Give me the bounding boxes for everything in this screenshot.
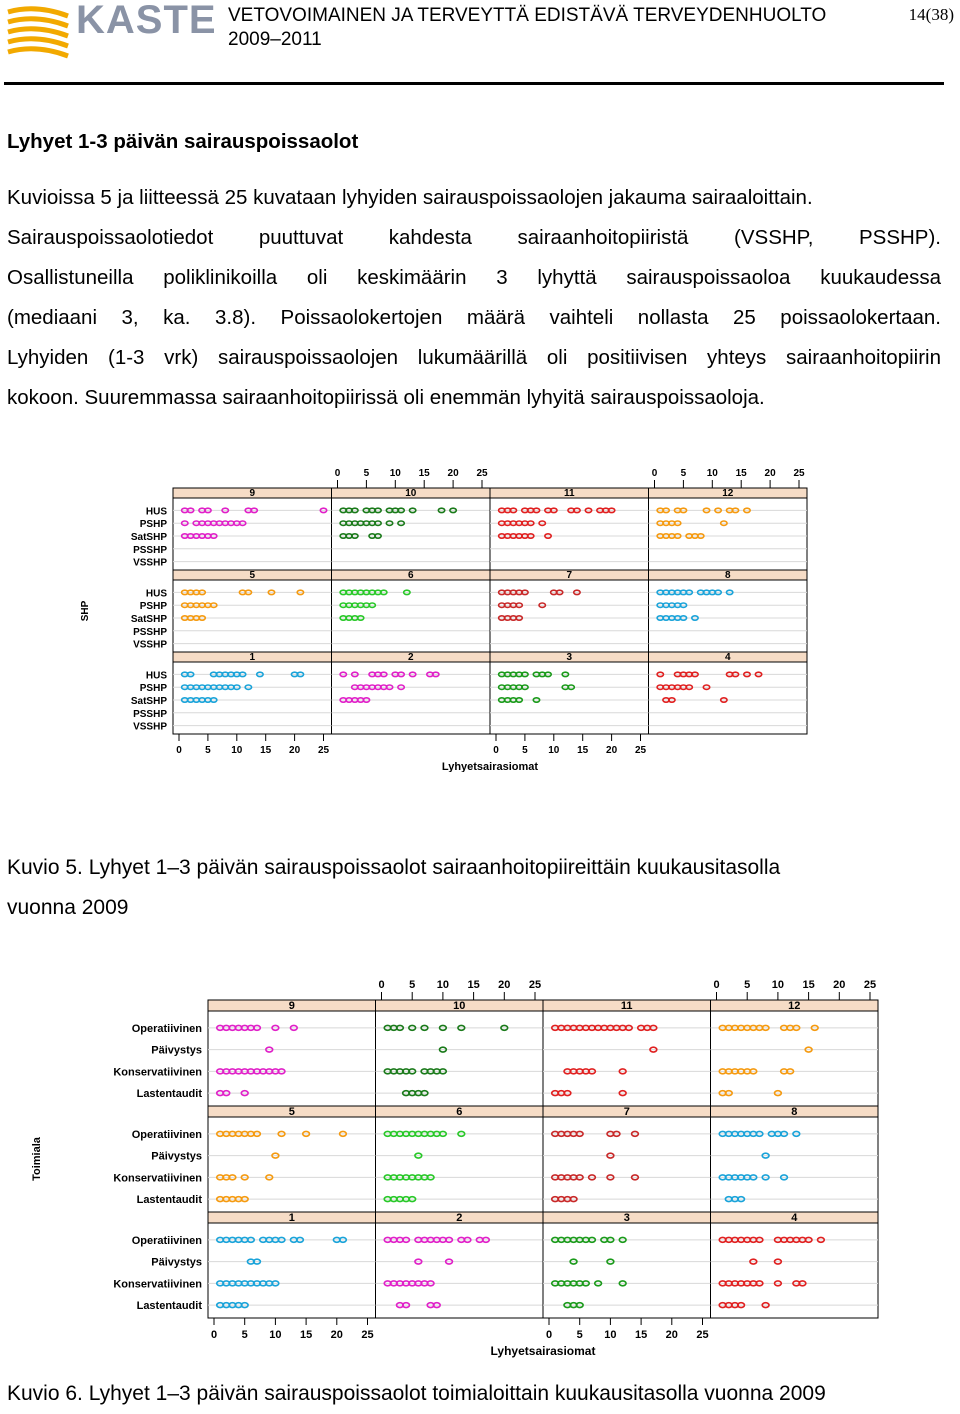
panel-frame (332, 652, 491, 734)
category-label: PSSHP (133, 544, 167, 556)
category-label: VSSHP (133, 557, 167, 569)
panel-month-label: 9 (249, 488, 256, 499)
tick-label: 10 (604, 1329, 617, 1341)
tick-label: 20 (606, 745, 618, 756)
page-header (0, 0, 960, 88)
tick-label: 25 (361, 1329, 374, 1341)
panel-month-label: 8 (791, 1106, 798, 1118)
tick-label: 15 (735, 468, 747, 479)
paragraph-line: kokoon. Suuremmassa sairaanhoitopiirissä oli enemmän lyhyitä sairauspoissaoloja. (7, 386, 765, 409)
body-paragraph (7, 178, 941, 418)
tick-label: 10 (706, 468, 718, 479)
category-label: HUS (145, 670, 167, 682)
category-label: VSSHP (133, 639, 167, 651)
tick-label: 20 (289, 745, 301, 756)
page-number: 14(38) (908, 5, 954, 24)
header-title-line2: 2009–2011 (228, 29, 322, 50)
panel-frame (332, 570, 491, 652)
category-label: Operatiivinen (131, 1022, 202, 1035)
panel-month-label: 6 (456, 1106, 463, 1118)
category-label: VSSHP (133, 721, 167, 733)
tick-label: 10 (269, 1329, 282, 1341)
figure-5-chart (0, 462, 960, 772)
tick-label: 15 (467, 979, 480, 991)
panel-month-label: 7 (566, 570, 573, 581)
panel-frame (173, 570, 332, 652)
panel-month-label: 1 (288, 1212, 295, 1224)
panel-frame (208, 1000, 376, 1106)
tick-label: 25 (634, 745, 647, 756)
panel-month-label: 6 (407, 570, 414, 581)
x-axis-title: Lyhyetsairasiomat (441, 761, 539, 772)
panel-month-label: 10 (453, 1000, 466, 1012)
category-label: HUS (145, 506, 167, 518)
tick-label: 20 (447, 468, 459, 479)
category-label: Lastentaudit (136, 1088, 202, 1101)
tick-label: 5 (363, 468, 370, 479)
tick-label: 5 (522, 745, 528, 756)
category-label: Konservatiivinen (113, 1172, 202, 1185)
panel-frame (649, 488, 808, 570)
category-label: Päivystys (151, 1256, 202, 1269)
panel-month-label: 11 (620, 1000, 633, 1012)
tick-label: 25 (528, 979, 542, 991)
category-label: Lastentaudit (136, 1300, 202, 1313)
category-label: Operatiivinen (131, 1234, 202, 1247)
panel-month-label: 8 (724, 570, 731, 581)
tick-label: 20 (330, 1329, 343, 1341)
paragraph-line: Lyhyiden (1-3 vrk) sairauspoissaolojen lukumäärillä oli positiivisen yhteys sairaanhoitopiirin (7, 346, 941, 369)
tick-label: 15 (299, 1329, 313, 1341)
tick-label: 5 (409, 979, 416, 991)
panel-frame (649, 570, 808, 652)
tick-label: 25 (476, 468, 488, 479)
tick-label: 20 (764, 468, 776, 479)
category-label: PSSHP (133, 708, 167, 720)
tick-label: 10 (548, 745, 560, 756)
caption-line: Kuvio 5. Lyhyet 1–3 päivän sairauspoissaolot sairaanhoitopiireittäin kuukausitasolla (7, 856, 781, 879)
panel-month-label: 11 (563, 488, 575, 499)
panel-month-label: 5 (288, 1106, 295, 1118)
x-axis-title: Lyhyetsairasiomat (490, 1344, 596, 1358)
tick-label: 25 (696, 1329, 709, 1341)
tick-label: 0 (176, 745, 182, 756)
category-label: SatSHP (130, 696, 167, 707)
tick-label: 15 (260, 745, 272, 756)
caption-line: vuonna 2009 (7, 896, 129, 919)
paragraph-line: Sairauspoissaolotiedot puuttuvat kahdesta sairaanhoitopiiristä (VSSHP, PSSHP). (7, 226, 941, 249)
panel-month-label: 3 (566, 652, 573, 663)
tick-label: 20 (498, 979, 511, 991)
panel-month-label: 4 (791, 1212, 798, 1224)
header-title (228, 4, 826, 52)
panel-month-label: 10 (405, 488, 417, 499)
category-label: PSHP (139, 519, 167, 531)
panel-frame (490, 570, 649, 652)
tick-label: 20 (833, 979, 846, 991)
tick-label: 25 (863, 979, 877, 991)
tick-label: 0 (493, 745, 499, 756)
paragraph-line: Osallistuneilla poliklinikoilla oli keskimäärin 3 lyhyttä sairauspoissaoloa kuukaudessa (7, 266, 941, 289)
tick-label: 0 (334, 468, 341, 479)
category-label: HUS (145, 588, 167, 600)
panel-month-label: 5 (249, 570, 256, 581)
tick-label: 25 (793, 468, 805, 479)
header-divider (4, 82, 944, 85)
panel-frame (173, 652, 332, 734)
panel-month-label: 4 (724, 652, 731, 663)
category-label: Lastentaudit (136, 1194, 202, 1207)
tick-label: 5 (680, 468, 687, 479)
category-label: SatSHP (130, 614, 167, 625)
category-label: Päivystys (151, 1150, 202, 1163)
panel-month-label: 2 (456, 1212, 463, 1224)
tick-label: 5 (744, 979, 751, 991)
panel-month-label: 9 (288, 1000, 295, 1012)
tick-label: 10 (771, 979, 785, 991)
category-label: PSHP (139, 683, 167, 695)
panel-frame (490, 488, 649, 570)
category-label: PSSHP (133, 626, 167, 638)
category-label: Konservatiivinen (113, 1278, 202, 1291)
tick-label: 5 (241, 1329, 248, 1341)
section-heading: Lyhyet 1-3 päivän sairauspoissaolot (7, 130, 359, 153)
figure-5-caption (7, 848, 780, 928)
tick-label: 5 (205, 745, 211, 756)
panel-month-label: 12 (722, 488, 734, 499)
tick-label: 0 (378, 979, 385, 991)
category-label: Operatiivinen (131, 1128, 202, 1141)
panel-month-label: 3 (623, 1212, 630, 1224)
panel-frame (649, 652, 808, 734)
figure-6-chart (0, 970, 960, 1370)
tick-label: 5 (576, 1329, 583, 1341)
panel-month-label: 1 (249, 652, 256, 663)
tick-label: 15 (418, 468, 430, 479)
tick-label: 10 (436, 979, 450, 991)
panel-month-label: 2 (407, 652, 414, 663)
category-label: PSHP (139, 601, 167, 613)
paragraph-line: Kuvioissa 5 ja liitteessä 25 kuvataan lyhyiden sairauspoissaolojen jakauma sairaaloittain. (7, 186, 813, 209)
panel-month-label: 7 (623, 1106, 630, 1118)
tick-label: 15 (802, 979, 815, 991)
tick-label: 0 (545, 1329, 553, 1341)
panel-frame (332, 488, 491, 570)
header-title-line1: VETOVOIMAINEN JA TERVEYTTÄ EDISTÄVÄ TERVEYDENHUOLTO (228, 5, 827, 26)
brand-name: KASTE (76, 0, 217, 42)
category-label: Päivystys (151, 1044, 202, 1057)
tick-label: 15 (634, 1329, 648, 1341)
paragraph-line: (mediaani 3, ka. 3.8). Poissaolokertojen määrä vaihteli nollasta 25 poissaolokertaan. (7, 306, 941, 329)
panel-frame (711, 1000, 879, 1106)
tick-label: 20 (665, 1329, 678, 1341)
y-axis-title: SHP (80, 600, 91, 622)
tick-label: 0 (713, 979, 720, 991)
tick-label: 15 (577, 745, 589, 756)
tick-label: 10 (389, 468, 401, 479)
tick-label: 25 (317, 745, 330, 756)
tick-label: 0 (210, 1329, 218, 1341)
panel-frame (490, 652, 649, 734)
tick-label: 0 (651, 468, 658, 479)
figure-6-caption: Kuvio 6. Lyhyet 1–3 päivän sairauspoissaolot toimialoittain kuukausitasolla vuonna 2009 (7, 1382, 826, 1405)
panel-frame (173, 488, 332, 570)
panel-month-label: 12 (788, 1000, 801, 1012)
panel-frame (376, 1000, 544, 1106)
category-label: Konservatiivinen (113, 1066, 202, 1079)
tick-label: 10 (231, 745, 243, 756)
category-label: SatSHP (130, 532, 167, 543)
y-axis-title: Toimiala (31, 1137, 43, 1181)
